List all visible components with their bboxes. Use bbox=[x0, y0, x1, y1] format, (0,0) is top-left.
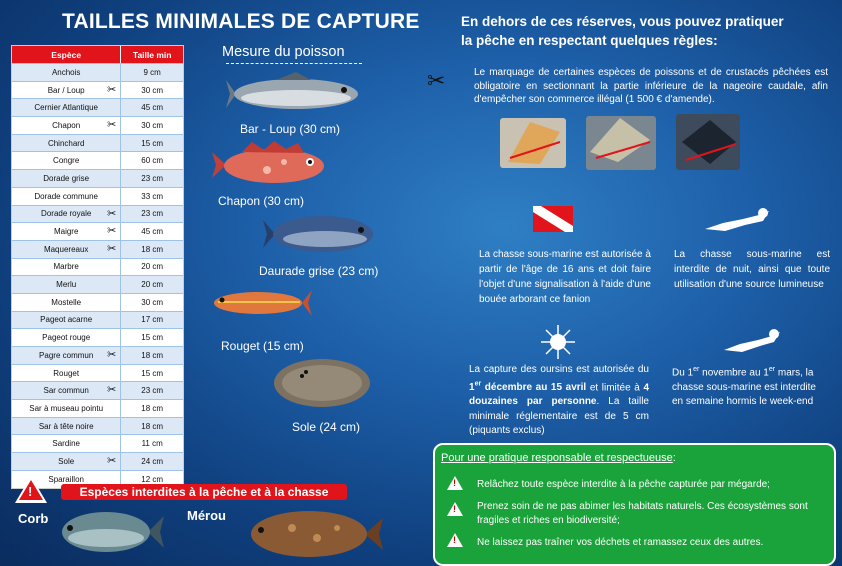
size-cell: 30 cm bbox=[141, 120, 164, 130]
oursins-c: er bbox=[474, 380, 482, 388]
table-row bbox=[12, 205, 183, 223]
table-body bbox=[12, 63, 183, 488]
scorpionfish-icon bbox=[212, 140, 337, 190]
oursins-a: La capture des oursins est autorisée du bbox=[469, 364, 649, 375]
table-row bbox=[12, 381, 183, 399]
species-name: Dorade commune bbox=[34, 191, 98, 201]
label-bar: Bar - Loup (30 cm) bbox=[240, 122, 341, 136]
species-cell bbox=[12, 347, 121, 364]
table-row bbox=[12, 81, 183, 99]
oursins-d: décembre au 15 avril bbox=[481, 381, 587, 393]
label-chapon: Chapon (30 cm) bbox=[218, 194, 305, 208]
chasse-age-text: La chasse sous-marine est autorisée à partir de l'âge de 16 ans et doit faire l'objet d'une signalisation à l'aide d'une bouée arborant ce fanion bbox=[479, 249, 651, 305]
size-table bbox=[11, 45, 184, 489]
species-name: Sardine bbox=[52, 439, 80, 449]
species-cell bbox=[12, 382, 121, 399]
size-cell: 9 cm bbox=[143, 67, 161, 77]
scissors-icon: ✂ bbox=[427, 68, 446, 93]
species-cell bbox=[12, 453, 121, 470]
species-name: Sole bbox=[58, 456, 75, 466]
species-name: Dorade grise bbox=[43, 173, 90, 183]
species-name: Dorade royale bbox=[41, 209, 92, 219]
marked-tails-icon bbox=[500, 112, 740, 174]
label-merou: Mérou bbox=[187, 508, 226, 523]
species-cell bbox=[12, 312, 121, 329]
table-row bbox=[12, 187, 183, 205]
species-cell bbox=[12, 400, 121, 417]
size-cell: 15 cm bbox=[141, 138, 164, 148]
table-row bbox=[12, 258, 183, 276]
rules-title-line-1: En dehors de ces réserves, vous pouvez pratiquer bbox=[461, 14, 784, 29]
size-cell: 18 cm bbox=[141, 244, 164, 254]
size-cell: 23 cm bbox=[141, 386, 164, 396]
table-row bbox=[12, 434, 183, 452]
species-cell bbox=[12, 365, 121, 382]
scissors-icon: ✂ bbox=[107, 242, 117, 255]
species-name: Chapon bbox=[52, 120, 81, 130]
nov-d: er bbox=[768, 366, 776, 373]
table-row bbox=[12, 222, 183, 240]
box-title: Pour une pratique responsable et respectueuse: bbox=[441, 452, 676, 464]
species-name: Congre bbox=[53, 156, 80, 166]
label-daurade: Daurade grise (23 cm) bbox=[259, 264, 379, 278]
species-name: Sar à tête noire bbox=[38, 421, 94, 431]
dive-flag-icon bbox=[533, 206, 573, 232]
species-name: Sparaillon bbox=[48, 474, 84, 484]
warning-icon: ! bbox=[447, 476, 463, 490]
nov-a: Du 1 bbox=[672, 367, 694, 379]
species-name: Marbre bbox=[53, 262, 79, 272]
nov-c: novembre au 1 bbox=[699, 367, 769, 379]
label-sole: Sole (24 cm) bbox=[292, 420, 361, 434]
species-name: Pageot acarne bbox=[40, 315, 93, 325]
species-cell bbox=[12, 135, 121, 152]
species-cell bbox=[12, 64, 121, 81]
species-cell bbox=[12, 241, 121, 258]
scissors-icon: ✂ bbox=[107, 384, 117, 397]
species-cell bbox=[12, 206, 121, 223]
big-warning-icon: ! bbox=[15, 476, 47, 503]
table-row bbox=[12, 311, 183, 329]
species-name: Sar à museau pointu bbox=[29, 403, 104, 413]
table-row bbox=[12, 364, 183, 382]
measure-label: Mesure du poisson bbox=[222, 44, 345, 60]
nov-e: mars, la chasse sous-marine est interdite en semaine hormis le week-end bbox=[672, 367, 816, 408]
species-cell bbox=[12, 170, 121, 187]
species-cell bbox=[12, 188, 121, 205]
table-row bbox=[12, 63, 183, 81]
sole-fish-icon bbox=[272, 356, 376, 410]
size-cell: 18 cm bbox=[141, 403, 164, 413]
novembre-text bbox=[672, 363, 816, 410]
table-row bbox=[12, 293, 183, 311]
oursins-g: . La taille minimale réglementaire est de 5 cm (piquants exclus) bbox=[469, 396, 649, 437]
size-cell: 20 cm bbox=[141, 262, 164, 272]
size-cell: 15 cm bbox=[141, 333, 164, 343]
oursins-b: 1 bbox=[469, 381, 475, 393]
scissors-icon: ✂ bbox=[107, 225, 117, 238]
box-item-1: Relâchez toute espèce interdite à la pêche capturée par mégarde; bbox=[477, 479, 770, 490]
species-cell bbox=[12, 99, 121, 116]
sea-bream-icon bbox=[263, 212, 378, 256]
scissors-icon: ✂ bbox=[107, 119, 117, 132]
marking-text: Le marquage de certaines espèces de poissons et de crustacés pêchées est obligatoire en sectionnant la partie inférieure de la nageoire caudale, afin d'empêcher son commerce illégal (1 500 € d'amende). bbox=[474, 67, 828, 105]
species-cell bbox=[12, 435, 121, 452]
species-name: Maquereaux bbox=[43, 244, 89, 254]
table-row bbox=[12, 240, 183, 258]
species-name: Bar / Loup bbox=[47, 85, 85, 95]
table-row bbox=[12, 399, 183, 417]
species-cell bbox=[12, 276, 121, 293]
species-name: Rouget bbox=[53, 368, 80, 378]
species-cell bbox=[12, 259, 121, 276]
species-name: Pageot rouge bbox=[42, 333, 91, 343]
size-cell: 24 cm bbox=[141, 456, 164, 466]
species-cell bbox=[12, 329, 121, 346]
size-cell: 30 cm bbox=[141, 85, 164, 95]
table-row bbox=[12, 116, 183, 134]
scissors-icon: ✂ bbox=[107, 455, 117, 468]
box-item-2: Prenez soin de ne pas abimer les habitats naturels. Ces écosystèmes sont fragiles et riches en biodiversité; bbox=[477, 501, 808, 526]
measure-line bbox=[226, 63, 362, 64]
size-cell: 33 cm bbox=[141, 191, 164, 201]
size-cell: 60 cm bbox=[141, 156, 164, 166]
box-item-3: Ne laissez pas traîner vos déchets et ramassez ceux des autres. bbox=[477, 537, 764, 548]
oursins-text bbox=[469, 363, 649, 439]
label-rouget: Rouget (15 cm) bbox=[221, 339, 304, 353]
rules-title-line-2: la pêche en respectant quelques règles: bbox=[461, 33, 718, 48]
table-header bbox=[12, 46, 183, 63]
corb-fish-icon bbox=[58, 506, 164, 558]
size-cell: 23 cm bbox=[141, 173, 164, 183]
table-row bbox=[12, 346, 183, 364]
table-row bbox=[12, 417, 183, 435]
species-name: Sar commun bbox=[43, 386, 89, 396]
table-row bbox=[12, 169, 183, 187]
species-name: Chinchard bbox=[47, 138, 85, 148]
size-cell: 12 cm bbox=[141, 474, 164, 484]
species-name: Anchois bbox=[51, 67, 81, 77]
grouper-fish-icon bbox=[247, 506, 383, 562]
size-cell: 30 cm bbox=[141, 297, 164, 307]
size-cell: 20 cm bbox=[141, 280, 164, 290]
diver-icon bbox=[703, 205, 773, 235]
forbidden-banner: Espèces interdites à la pêche et à la chasse bbox=[61, 484, 347, 500]
header-species: Espèce bbox=[12, 46, 121, 63]
species-name: Merlu bbox=[56, 280, 77, 290]
oursins-f: 4 douzaines par personne bbox=[469, 381, 649, 408]
size-cell: 18 cm bbox=[141, 421, 164, 431]
species-cell bbox=[12, 117, 121, 134]
table-row bbox=[12, 452, 183, 470]
warning-icon: ! bbox=[447, 502, 463, 516]
scissors-icon: ✂ bbox=[107, 207, 117, 220]
species-name: Cernier Atlantique bbox=[34, 103, 98, 113]
nov-b: er bbox=[693, 366, 700, 373]
scissors-icon: ✂ bbox=[107, 349, 117, 361]
size-cell: 45 cm bbox=[141, 227, 164, 237]
table-row bbox=[12, 98, 183, 116]
size-cell: 23 cm bbox=[141, 209, 164, 219]
header-size: Taille min bbox=[132, 49, 172, 60]
species-name: Mostelle bbox=[51, 297, 82, 307]
red-mullet-icon bbox=[210, 284, 312, 322]
rules-title bbox=[461, 12, 831, 50]
species-cell bbox=[12, 418, 121, 435]
oursins-e: et limitée à bbox=[586, 381, 644, 393]
chasse-nuit-text: La chasse sous-marine est interdite de nuit, ainsi que toute utilisation d'une source lumineuse bbox=[674, 249, 830, 290]
table-row bbox=[12, 275, 183, 293]
size-cell: 11 cm bbox=[141, 439, 163, 449]
size-cell: 15 cm bbox=[141, 368, 164, 378]
species-cell bbox=[12, 223, 121, 240]
size-cell: 45 cm bbox=[141, 103, 164, 113]
species-name: Pagre commun bbox=[39, 350, 94, 360]
species-cell bbox=[12, 294, 121, 311]
page-title: TAILLES MINIMALES DE CAPTURE bbox=[62, 10, 420, 33]
sea-urchin-icon bbox=[541, 325, 575, 359]
table-row bbox=[12, 328, 183, 346]
species-cell bbox=[12, 82, 121, 99]
size-cell: 18 cm bbox=[141, 350, 164, 360]
scissors-icon: ✂ bbox=[107, 83, 117, 96]
species-cell bbox=[12, 152, 121, 169]
table-row bbox=[12, 134, 183, 152]
species-name: Maigre bbox=[53, 227, 79, 237]
size-cell: 17 cm bbox=[141, 315, 164, 325]
label-corb: Corb bbox=[18, 511, 49, 526]
bass-fish-icon bbox=[226, 70, 366, 118]
table-row bbox=[12, 151, 183, 169]
diver-icon-2 bbox=[722, 326, 782, 356]
warning-icon: ! bbox=[447, 533, 463, 547]
